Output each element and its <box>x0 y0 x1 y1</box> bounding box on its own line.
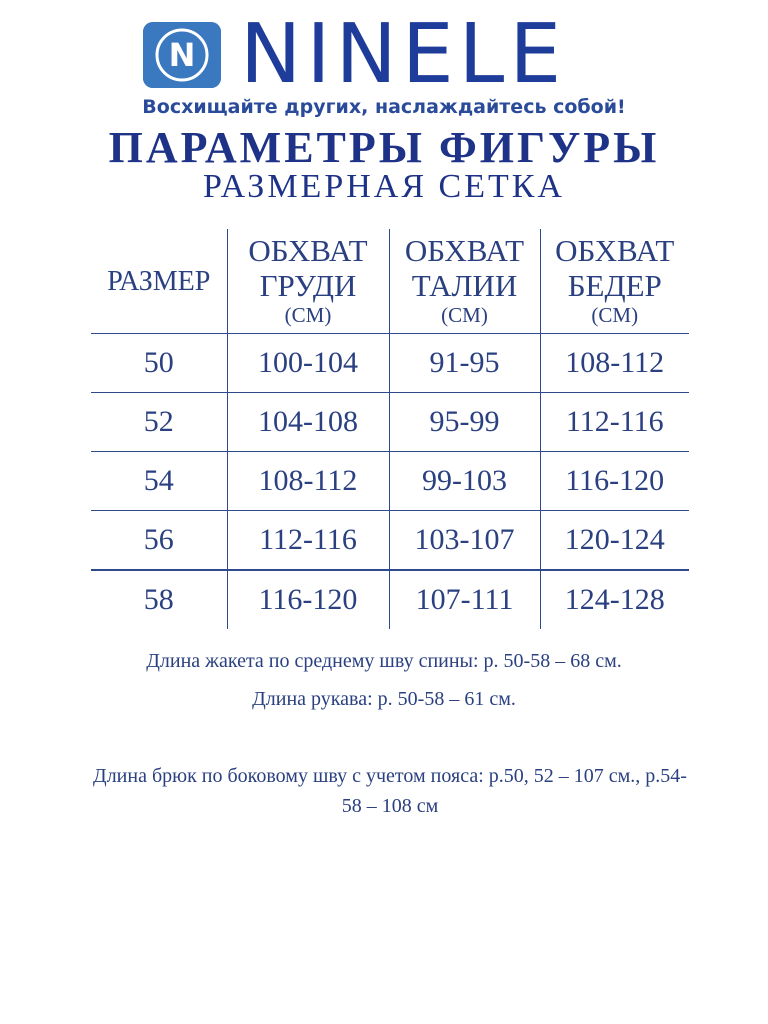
waist-cell: 91-95 <box>389 334 540 393</box>
chest-cell: 116-120 <box>227 570 389 629</box>
size-cell: 54 <box>91 452 227 511</box>
hips-cell: 108-112 <box>540 334 689 393</box>
hips-column-header <box>540 229 689 334</box>
page-subtitle: РАЗМЕРНАЯ СЕТКА <box>203 168 565 205</box>
page-title: ПАРАМЕТРЫ ФИГУРЫ <box>108 123 660 172</box>
size-chart-table <box>91 229 689 629</box>
chest-cell: 108-112 <box>227 452 389 511</box>
trousers-length-note: Длина брюк по боковому шву с учетом пояса: р.50, 52 – 107 см., р.54-58 – 108 см <box>93 765 687 817</box>
table-row <box>91 570 689 629</box>
chest-column-header <box>227 229 389 334</box>
brand-logo-letter: N <box>168 36 196 74</box>
header-unit: (СМ) <box>441 303 488 327</box>
brand-wordmark: NINELE <box>240 7 567 102</box>
brand-slogan: Восхищайте других, наслаждайтесь собой! <box>142 96 626 118</box>
header-line: ТАЛИИ <box>411 268 518 303</box>
table-row <box>91 334 689 393</box>
chest-cell: 100-104 <box>227 334 389 393</box>
size-cell: 58 <box>143 583 174 616</box>
header-line: ОБХВАТ <box>248 233 368 268</box>
size-column-header: РАЗМЕР <box>91 229 227 334</box>
waist-cell: 107-111 <box>389 570 540 629</box>
waist-cell: 99-103 <box>389 452 540 511</box>
header-unit: (СМ) <box>284 303 332 327</box>
header-line: ГРУДИ <box>259 268 357 303</box>
header-line: ОБХВАТ <box>555 233 675 268</box>
waist-column-header <box>389 229 540 334</box>
size-cell: 50 <box>91 334 227 393</box>
waist-cell: 95-99 <box>389 393 540 452</box>
table-row <box>91 452 689 511</box>
table-row <box>91 511 689 571</box>
hips-cell: 120-124 <box>540 511 689 571</box>
brand-logo-icon <box>143 22 221 88</box>
hips-cell: 124-128 <box>540 570 689 629</box>
jacket-length-note: Длина жакета по среднему шву спины: р. 50-58 – 68 см. <box>146 650 622 672</box>
table-row <box>91 393 689 452</box>
sleeve-length-note: Длина рукава: р. 50-58 – 61 см. <box>252 688 516 710</box>
hips-cell: 116-120 <box>540 452 689 511</box>
chest-cell: 104-108 <box>227 393 389 452</box>
header-line: БЕДЕР <box>567 268 662 303</box>
brand-header <box>0 7 768 102</box>
header-unit: (СМ) <box>591 303 639 327</box>
chest-cell: 112-116 <box>227 511 389 571</box>
header-line: ОБХВАТ <box>404 233 525 268</box>
waist-cell: 103-107 <box>389 511 540 571</box>
hips-cell: 112-116 <box>540 393 689 452</box>
size-cell: 56 <box>91 511 227 571</box>
size-cell: 52 <box>91 393 227 452</box>
table-header-row <box>91 229 689 334</box>
